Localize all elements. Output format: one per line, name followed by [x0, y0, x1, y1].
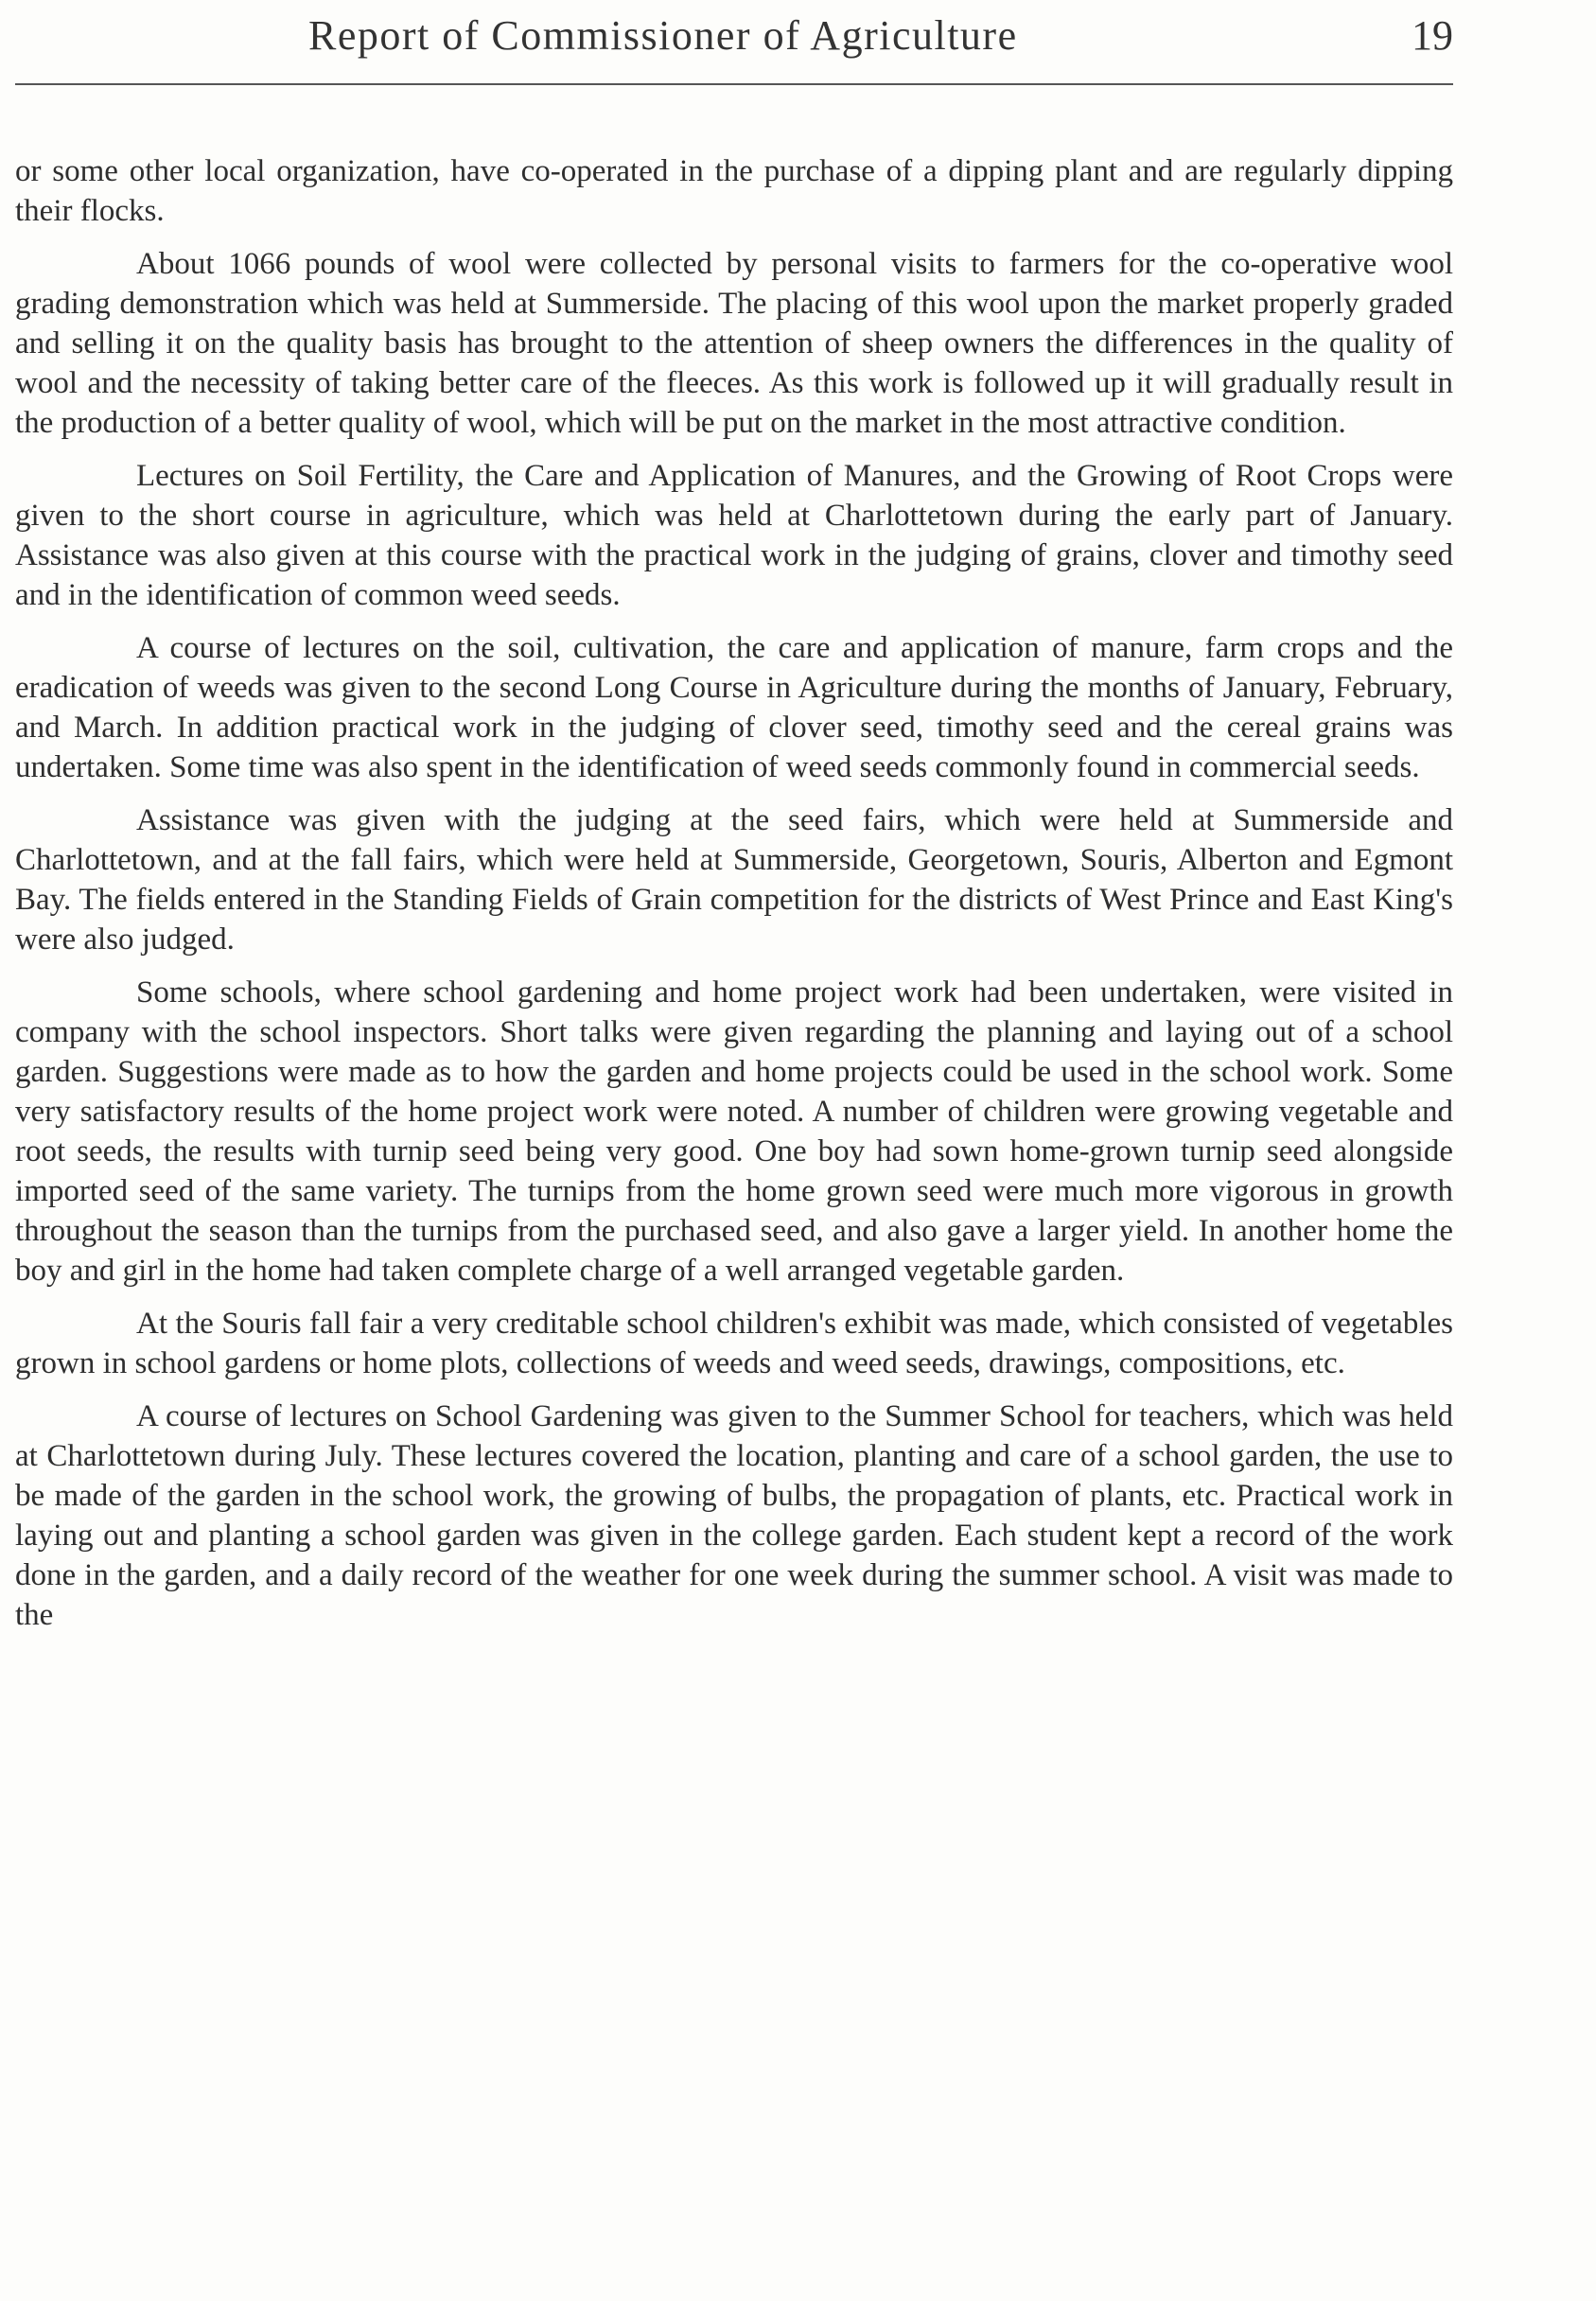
paragraph-seed-fairs: Assistance was given with the judging at the seed fairs, which were held at Summerside and Charlottetown, and at the fall fairs, which were held at Summerside, Georgetown, Souris, Alberton and Egmont Bay. The fields entered in the Standing Fields of Grain competition for the districts of West Prince and East King's were also judged.: [15, 803, 1453, 957]
paragraph-wool-grading: About 1066 pounds of wool were collected by personal visits to farmers for the co-operative wool grading demonstration which was held at Summerside. The placing of this wool upon the market properly graded and selling it on the quality basis has brought to the attention of sheep owners the differences in the quality of wool and the necessity of taking better care of the fleeces. As this work is followed up it will gradually result in the production of a better quality of wool, which will be put on the market in the most attractive condition.: [15, 247, 1453, 440]
paragraph-summer-school: A course of lectures on School Gardening was given to the Summer School for teachers, which was held at Charlottetown during July. These lectures covered the location, planting and care of a school garden, the use to be made of the garden in the school work, the growing of bulbs, the propagation of plants, etc. Practical work in laying out and planting a school garden was given in the college garden. Each student kept a record of the work done in the garden, and a daily record of the weather for one week during the summer school. A visit was made to the: [15, 1399, 1453, 1632]
header-rule: [15, 83, 1453, 85]
page-number: 19: [1412, 12, 1453, 59]
paragraph-short-course-lectures: Lectures on Soil Fertility, the Care and Application of Manures, and the Growing of Root Crops were given to the short course in agriculture, which was held at Charlottetown during the early part of January. Assistance was also given at this course with the practical work in the judging of grains, clover and timothy seed and in the identification of common weed seeds.: [15, 459, 1453, 612]
body-text: [15, 151, 1453, 1648]
paragraph-souris-fair: At the Souris fall fair a very creditable school children's exhibit was made, which consisted of vegetables grown in school gardens or home plots, collections of weeds and weed seeds, drawings, compositions, etc.: [15, 1307, 1453, 1380]
paragraph-long-course-lectures: A course of lectures on the soil, cultivation, the care and application of manure, farm crops and the eradication of weeds was given to the second Long Course in Agriculture during the months of January, February, and March. In addition practical work in the judging of clover seed, timothy seed and the cereal grains was undertaken. Some time was also spent in the identification of weed seeds commonly found in commercial seeds.: [15, 631, 1453, 784]
running-head: [15, 8, 1453, 74]
paragraph-dipping-plant: or some other local organization, have co-operated in the purchase of a dipping plant and are regularly dipping their flocks.: [15, 154, 1453, 228]
running-title: Report of Commissioner of Agriculture: [308, 12, 1018, 59]
paragraph-school-gardening: Some schools, where school gardening and home project work had been undertaken, were visited in company with the school inspectors. Short talks were given regarding the planning and laying out of a school garden. Suggestions were made as to how the garden and home projects could be used in the school work. Some very satisfactory results of the home project work were noted. A number of children were growing vegetable and root seeds, the results with turnip seed being very good. One boy had sown home-grown turnip seed alongside imported seed of the same variety. The turnips from the home grown seed were much more vigorous in growth throughout the season than the turnips from the purchased seed, and also gave a larger yield. In another home the boy and girl in the home had taken complete charge of a well arranged vegetable garden.: [15, 975, 1453, 1288]
